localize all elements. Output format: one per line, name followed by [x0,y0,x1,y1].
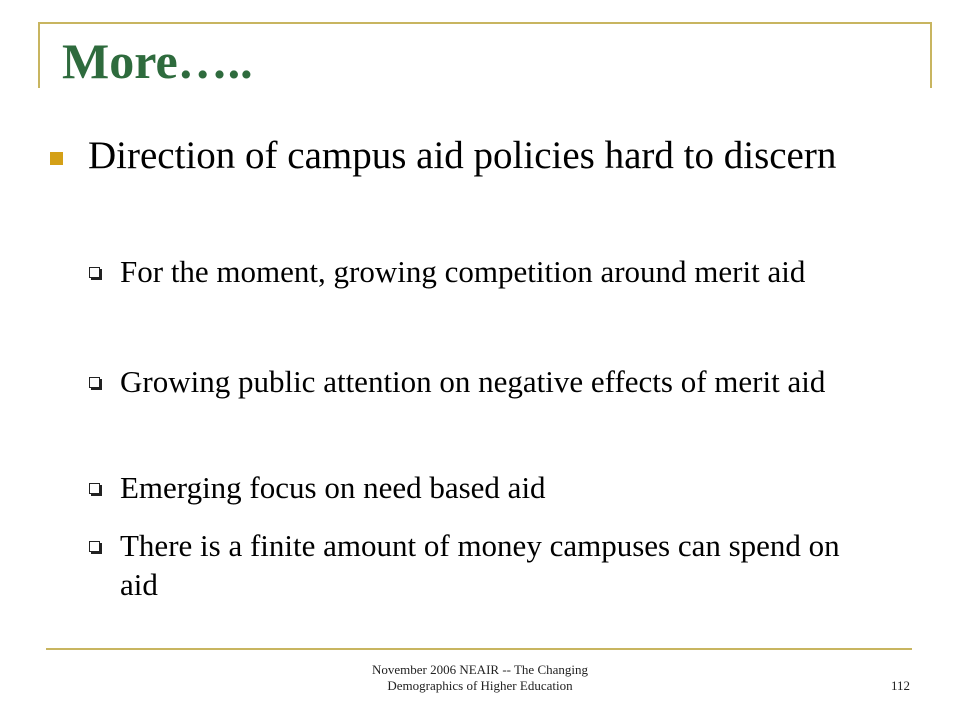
square-bullet-icon [50,152,63,165]
sub-bullet-text: Growing public attention on negative effects of merit aid [120,364,826,399]
footer-caption [260,662,700,694]
sub-bullet-text: There is a finite amount of money campuses can spend on aid [120,528,840,602]
title-frame-left-rule [38,22,40,88]
hollow-square-bullet-icon [89,377,100,388]
sub-bullet-text: Emerging focus on need based aid [120,470,546,505]
footer-line: Demographics of Higher Education [387,678,573,693]
hollow-square-bullet-icon [89,267,100,278]
footer-line: November 2006 NEAIR -- The Changing [371,662,589,677]
hollow-square-bullet-icon [89,541,100,552]
footer-rule [46,648,912,650]
sub-bullet-text: For the moment, growing competition around merit aid [120,254,806,289]
main-bullet-text: Direction of campus aid policies hard to discern [88,134,837,177]
title-frame-top-rule [38,22,932,24]
hollow-square-bullet-icon [89,483,100,494]
page-number: 112 [890,678,910,693]
slide-title: More….. [62,33,253,89]
title-frame-right-rule [930,22,932,88]
